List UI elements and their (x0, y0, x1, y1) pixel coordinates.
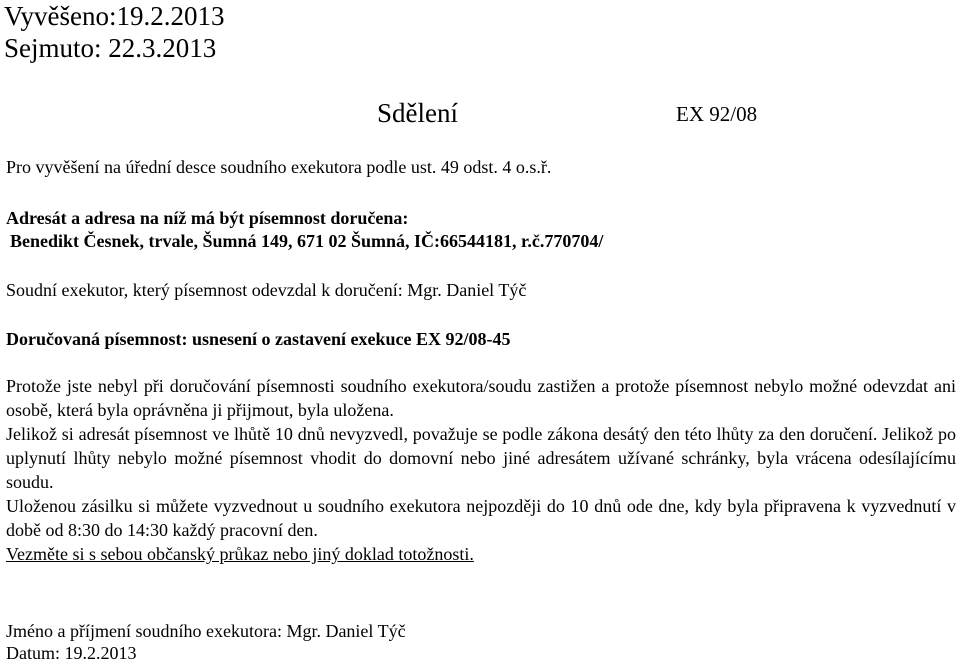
delivery-paragraph-2: Jelikož si adresát písemnost ve lhůtě 10 dnů nevyzvedl, považuje se podle zákona desátý den této lhůty za den doručení. Jelikož po uplynutí lhůty nebylo možné písemnost vhodit do domovní nebo jiné adresátem užívané schránky, byla vrácena odesílajícímu soudu. (6, 424, 956, 492)
delivered-document-value: usnesení o zastavení exekuce EX 92/08-45 (187, 329, 511, 349)
id-reminder: Vezměte si s sebou občanský průkaz nebo jiný doklad totožnosti. (6, 544, 474, 564)
addressee-value: Benedikt Česnek, trvale, Šumná 149, 671 02 Šumná, IČ:66544181, r.č.770704/ (10, 231, 604, 251)
case-number: EX 92/08 (676, 102, 758, 126)
posting-purpose: Pro vyvěšení na úřední desce soudního exekutora podle ust. 49 odst. 4 o.s.ř. (6, 157, 552, 177)
document-title: Sdělení (377, 98, 458, 128)
delivered-document-label: Doručovaná písemnost: (6, 329, 188, 349)
executor-signature-line: Jméno a příjmení soudního exekutora: Mgr. Daniel Týč (6, 621, 406, 641)
removed-date: Sejmuto: 22.3.2013 (4, 33, 217, 63)
pickup-paragraph: Uloženou zásilku si můžete vyzvednout u soudního exekutora nejpozději do 10 dnů ode dne, kdy byla připravena k vyzvednutí v době od 8:30 do 14:30 každý pracovní den. (6, 496, 956, 540)
delivered-document-line (6, 327, 511, 351)
document-date: Datum: 19.2.2013 (6, 643, 137, 663)
posted-date: Vyvěšeno:19.2.2013 (4, 1, 225, 31)
addressee-label: Adresát a adresa na níž má být písemnost doručena: (6, 208, 409, 228)
sender-line: Soudní exekutor, který písemnost odevzdal k doručení: Mgr. Daniel Týč (6, 280, 527, 300)
delivery-paragraph-1: Protože jste nebyl při doručování písemnosti soudního exekutora/soudu zastižen a protože písemnost nebylo možné odevzdat ani osobě, která byla oprávněna ji přijmout, byla uložena. (6, 376, 956, 420)
